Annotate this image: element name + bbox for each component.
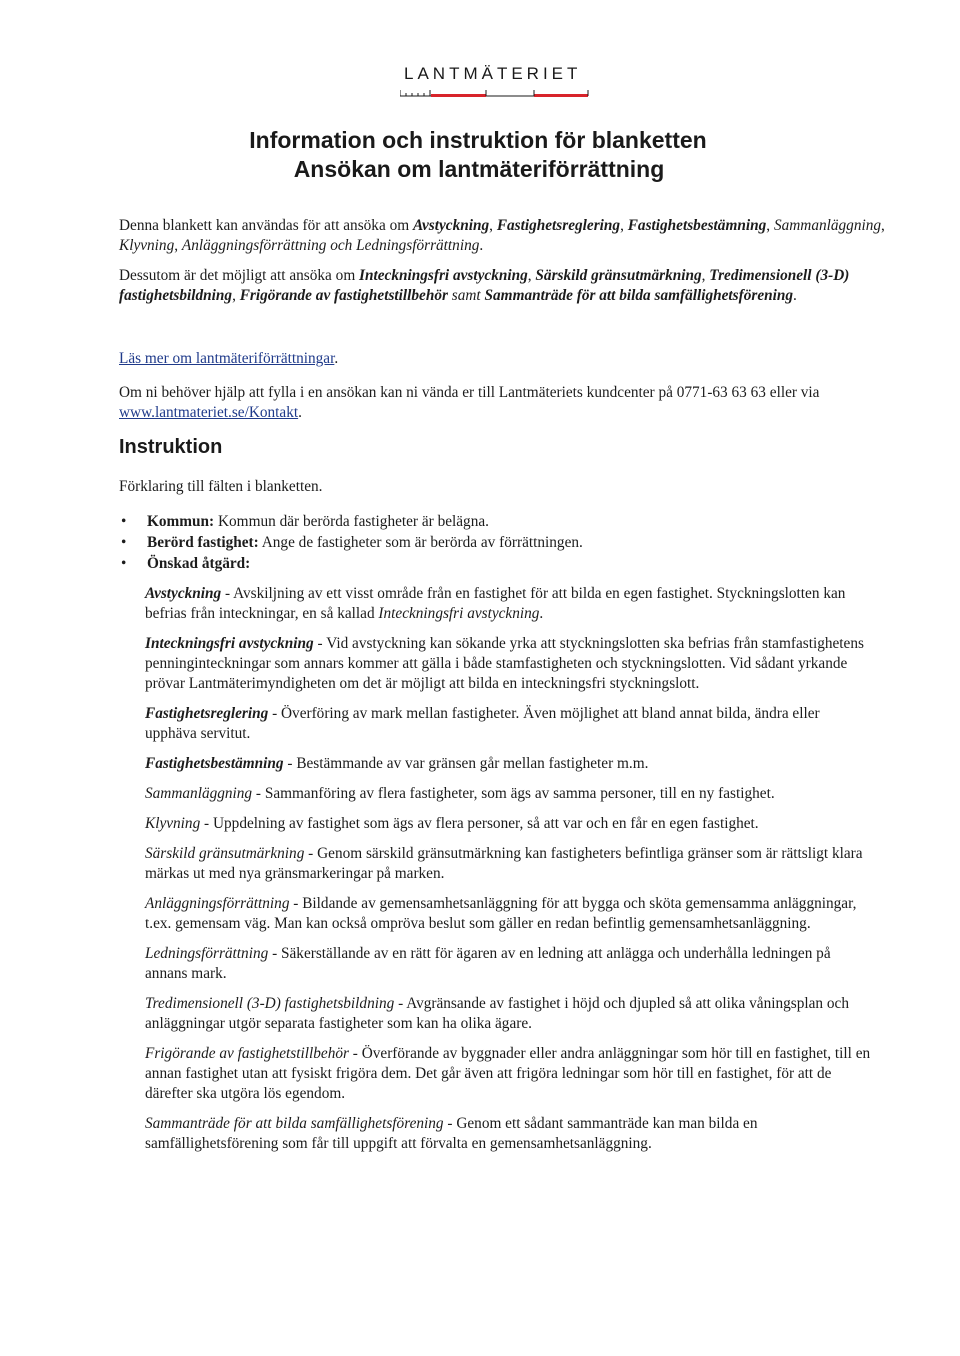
- definition-item: Fastighetsreglering - Överföring av mark mellan fastigheter. Även möjlighet att bland annat bilda, ändra eller upphäva servitut.: [145, 705, 820, 742]
- definition-item: Fastighetsbestämning - Bestämmande av var gränsen går mellan fastigheter m.m.: [145, 755, 649, 772]
- definition-item: Tredimensionell (3-D) fastighetsbildning - Avgränsande av fastighet i höjd och djupled så att olika våningsplan och anläggningar utgör separata fastigheter som kan ha olika ägare.: [145, 995, 849, 1032]
- read-more-link[interactable]: Läs mer om lantmäteriförrättningar: [119, 350, 335, 367]
- definition-item: Frigörande av fastighetstillbehör - Överförande av byggnader eller andra anläggningar som hör till en fastighet, till en annan fastighet utan att fysiskt frigöra dem. Det går även att frigöra ledningar som hör till en fastighet, för att de därefter ska utgöra lös egendom.: [145, 1045, 871, 1102]
- definition-item: Anläggningsförrättning - Bildande av gemensamhetsanläggning för att bygga och sköta gemensamma anläggningar, t.ex. gemensam väg. Man kan också ompröva beslut som gäller en redan befintlig gemensamhetsanläggning.: [145, 895, 857, 932]
- definition-item: Sammanläggning - Sammanföring av flera fastigheter, som ägs av samma personer, till en ny fastighet.: [145, 785, 775, 802]
- bullet-icon: •: [121, 534, 127, 551]
- page-title-line1: Information och instruktion för blanketten: [249, 127, 707, 153]
- list-item: • Berörd fastighet: Ange de fastigheter som är berörda av förrättningen.: [121, 534, 583, 551]
- list-item: • Önskad åtgärd:: [121, 555, 251, 572]
- page-title-line2: Ansökan om lantmäteriförrättning: [293, 156, 665, 182]
- definition-item: Ledningsförrättning - Säkerställande av en rätt för ägaren av en ledning att anlägga och underhålla ledningen på annans mark.: [145, 945, 831, 982]
- instruktion-subtitle: Förklaring till fälten i blanketten.: [119, 478, 323, 495]
- definition-item: Sammanträde för att bilda samfällighetsförening - Genom ett sådant sammanträde kan man bilda en samfällighetsförening som får till uppgift att förvalta en gemensamhetsanläggning.: [145, 1115, 758, 1152]
- definition-list: [145, 584, 875, 1164]
- intro-paragraph-1: Denna blankett kan användas för att ansöka om Avstyckning, Fastighetsreglering, Fastighetsbestämning, Sammanläggning, Klyvning, Anläggningsförrättning och Ledningsförrättning.: [119, 217, 885, 254]
- definition-item: Inteckningsfri avstyckning - Vid avstyckning kan sökande yrka att styckningslotten ska befrias från stamfastighetens penninginteckningar som annars kommer att gälla i både stamfastigheten och styckningslotten. Vid sådant yrkande prövar Lantmäterimyndigheten om det är möjligt att bilda en inteckningsfri styckningslott.: [145, 635, 864, 692]
- instruktion-heading: Instruktion: [119, 436, 223, 458]
- intro-paragraph-2: Dessutom är det möjligt att ansöka om Inteckningsfri avstyckning, Särskild gränsutmärkning, Tredimensionell (3-D) fastighetsbildning, Frigörande av fastighetstillbehör samt Sammanträde för att bilda samfällighetsförening.: [119, 267, 850, 304]
- bullet-icon: •: [121, 555, 127, 572]
- lantmateriet-logo: [400, 64, 590, 98]
- definition-item: Avstyckning - Avskiljning av ett visst område från en fastighet för att bilda en egen fastighet. Styckningslotten kan befrias från inteckningar, en så kallad Inteckningsfri avstyckning.: [145, 585, 846, 622]
- contact-link[interactable]: www.lantmateriet.se/Kontakt: [119, 404, 299, 421]
- definition-item: Klyvning - Uppdelning av fastighet som ägs av flera personer, så att var och en får en egen fastighet.: [145, 815, 759, 832]
- read-more-paragraph: Läs mer om lantmäteriförrättningar.: [119, 350, 339, 367]
- definition-item: Särskild gränsutmärkning - Genom särskild gränsutmärkning kan fastigheters befintliga gränser som är rättsligt klara märkas ut med nya gränsmarkeringar på marken.: [145, 845, 863, 882]
- ruler-icon: [400, 88, 590, 98]
- field-list: [119, 511, 583, 574]
- logo-text: LANTMÄTERIET: [404, 64, 582, 83]
- help-paragraph: Om ni behöver hjälp att fylla i en ansökan kan ni vända er till Lantmäteriets kundcenter på 0771-63 63 63 eller via www.lantmateriet.se/Kontakt.: [119, 384, 820, 421]
- list-item: • Kommun: Kommun där berörda fastigheter är belägna.: [121, 513, 489, 530]
- bullet-icon: •: [121, 513, 127, 530]
